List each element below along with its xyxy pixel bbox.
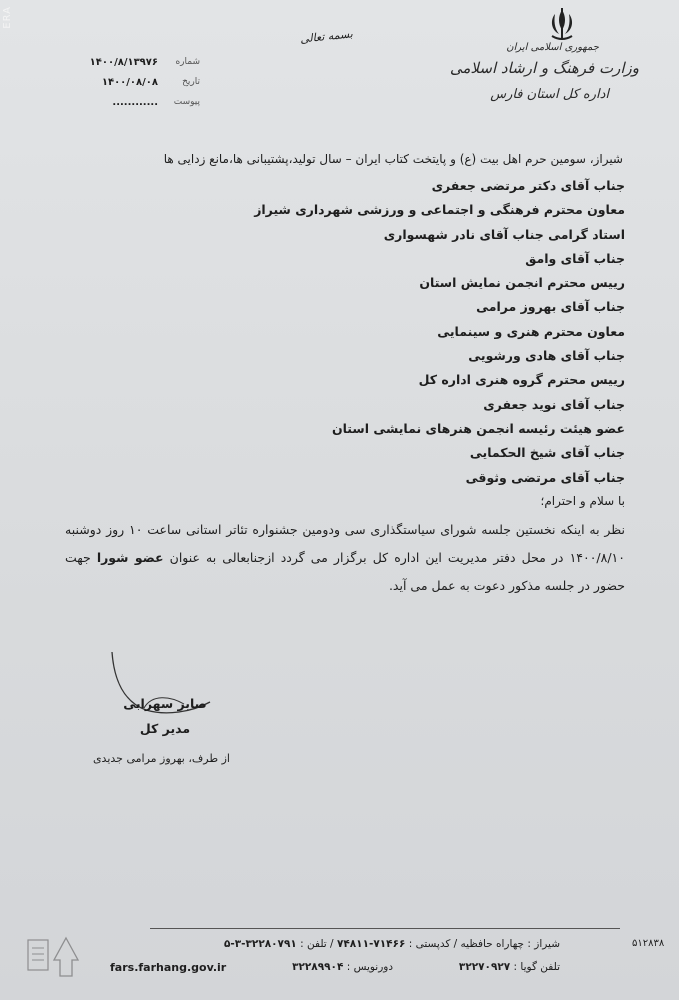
country-name: جمهوری اسلامی ایران	[506, 42, 599, 53]
addressee-line: استاد گرامی جناب آقای نادر شهسواری	[383, 226, 625, 242]
meta-label: تاریخ	[182, 77, 200, 87]
addressee-line: جناب آقای وامق	[525, 250, 625, 266]
phone-label: / تلفن :	[300, 938, 334, 950]
letter-footer	[110, 934, 560, 978]
addressee-line: جناب آقای هادی ورشویی	[468, 348, 625, 364]
footer-fax	[292, 961, 393, 973]
fax-label: دورنویس :	[346, 961, 394, 973]
body-text-part1: نظر به اینکه نخستین جلسه شورای سیاستگذاری سی ودومین جشنواره تئاتر استانی ساعت ۱۰ روز دوشنبه ۱۴۰۰/۸/۱۰ در محل دفتر مدیریت این اداره کل برگزار می گردد ازجنابعالی به عنوان	[65, 521, 625, 565]
meta-label: شماره	[175, 57, 200, 67]
greeting: با سلام و احترام؛	[540, 493, 625, 508]
signature-block	[100, 696, 230, 736]
on-behalf-note: از طرف، بهروز مرامی جدیدی	[92, 752, 230, 765]
letter-body	[65, 152, 625, 600]
office-name: اداره کل استان فارس	[490, 87, 609, 102]
meta-value: ۱۴۰۰/۰۸/۰۸	[101, 76, 158, 88]
addressee-line: معاون محترم هنری و سینمایی	[437, 323, 625, 339]
footer-voice	[459, 961, 560, 973]
document-number: ۵۱۲۸۳۸	[632, 938, 665, 949]
signer-name: صابر سهرابی	[123, 696, 207, 711]
footer-divider	[150, 928, 620, 929]
bismillah-heading: بسمه تعالی	[299, 27, 354, 46]
postal-code: ۷۱۴۶۶-۷۴۸۱۱	[336, 938, 406, 950]
meta-value: ............	[112, 96, 158, 108]
meta-label: پیوست	[173, 97, 200, 107]
voice-number: ۳۲۲۷۰۹۲۷	[458, 961, 511, 973]
letter-meta	[80, 52, 200, 112]
voice-label: تلفن گویا :	[513, 961, 560, 973]
addressee-line: رییس محترم گروه هنری اداره کل	[418, 372, 625, 388]
body-text-part2: جهت حضور در جلسه مذکور دعوت به عمل می آید.	[65, 549, 625, 593]
iran-emblem-icon	[542, 6, 582, 46]
phone-number: ۳۲۲۸۰۷۹۱-۳-۵	[223, 938, 297, 950]
addressee-line: رییس محترم انجمن نمایش استان	[419, 275, 625, 291]
footer-address	[224, 938, 560, 950]
fax-number: ۳۲۲۸۹۹۰۴	[292, 961, 344, 973]
addressee-line: جناب آقای شیخ الحکمایی	[469, 445, 625, 461]
meta-row-date	[80, 72, 200, 92]
body-paragraph	[65, 516, 625, 600]
addressee-line: جناب آقای دکتر مرتضی جعفری	[431, 178, 625, 193]
body-text-bold: عضو شورا	[96, 549, 164, 565]
addressee-line: عضو هیئت رئیسه انجمن هنرهای نمایشی استان	[331, 420, 625, 436]
meta-row-number	[80, 52, 200, 72]
footer-row-contact	[110, 956, 560, 978]
watermark-logo-icon	[26, 934, 88, 980]
edge-watermark-text: ERA	[2, 6, 13, 29]
signer-title: مدیر کل	[139, 721, 191, 736]
meta-value: ۱۴۰۰/۸/۱۳۹۷۶	[89, 56, 158, 68]
meta-row-attachment	[80, 92, 200, 112]
footer-row-address	[110, 934, 560, 954]
address-label: شیراز : چهاراه حافظیه / کدپستی :	[408, 938, 560, 950]
addressee-line: معاون محترم فرهنگی و اجتماعی و ورزشی شهرداری شیراز	[254, 202, 625, 218]
addressee-line: جناب آقای نوید جعفری	[483, 396, 625, 412]
ministry-name: وزارت فرهنگ و ارشاد اسلامی	[449, 59, 639, 77]
addressee-line: جناب آقای بهروز مرامی	[476, 299, 625, 315]
website-link[interactable]: fars.farhang.gov.ir	[110, 960, 227, 974]
city-tagline: شیراز، سومین حرم اهل بیت (ع) و پایتخت کتاب ایران – سال تولید،پشتیبانی ها،مانع زدایی ها	[163, 152, 623, 166]
ministry-header	[449, 42, 639, 102]
addressee-line: جناب آقای مرتضی وثوقی	[465, 469, 625, 485]
